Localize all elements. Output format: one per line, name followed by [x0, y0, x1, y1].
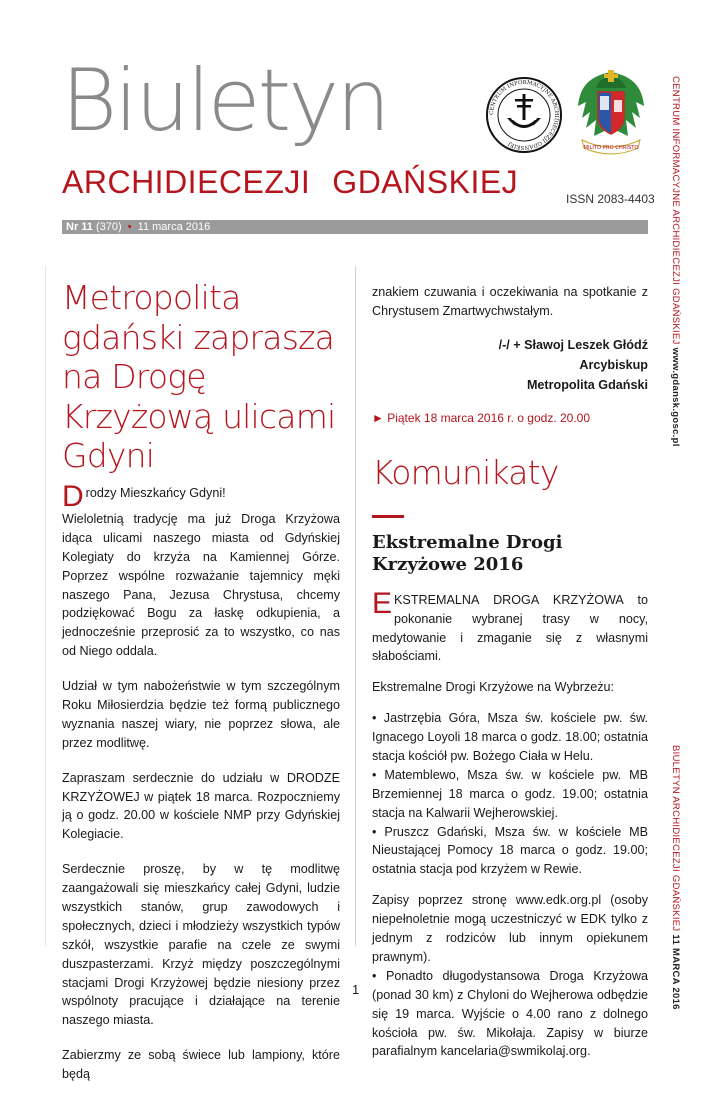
issue-date: 11 marca 2016 [137, 221, 211, 233]
komunikaty-body [372, 586, 648, 1061]
page-number: 1 [352, 982, 360, 997]
signature-name: /-/ + Sławoj Leszek Głódź [498, 337, 648, 352]
article-greeting [62, 480, 340, 513]
side-bottom-date: 11 MARCA 2016 [670, 934, 681, 1010]
issue-bar [62, 220, 648, 234]
article-body [62, 480, 340, 1100]
subsection-title: Ekstremalne Drogi Krzyżowe 2016 [372, 531, 563, 576]
side-top-label: CENTRUM INFORMACYJNE ARCHIDIECEZJI GDAŃSKIEJ [670, 76, 681, 345]
masthead-title: Biuletyn [61, 51, 388, 151]
issue-number: Nr 11 [66, 221, 93, 233]
komunikaty-dropcap: E [372, 586, 393, 620]
greeting-text: rodzy Mieszkańcy Gdyni! [85, 486, 226, 500]
article-paragraph: Zapraszam serdecznie do udziału w DRODZE KRZYŻOWEJ w piątek 18 marca. Rozpoczniemy ją o godz. 20.00 w kościele NMP przy Gdyńskiej Kolegiacie. [62, 770, 340, 842]
article-continuation: znakiem czuwania i oczekiwania na spotkanie z Chrystusem Zmartwychwstałym. [372, 285, 648, 318]
article-paragraph: Serdecznie proszę, by w tę modlitwę zaangażowali się mieszkańcy całej Gdyni, ludzie wszystkich stanów, grup zawodowych i społecznych, dzieci i młodzieży wszystkich typów szkół, wszystkie parafie na czele ze swymi duszpasterzami. Krzyż między poszczególnymi stacjami Drogi Krzyżowej będzie niesiony przez wspólnoty pracujące i działające na terenie naszego miasta. [62, 862, 340, 1028]
long-route-info: • Ponadto długodystansowa Droga Krzyżowa (ponad 30 km) z Chyloni do Wejherowa odbędzie się 19 marca. Wyjście o 4.00 rano z dolnego kościoła pw. św. Mikołaja. Zapisy w biurze parafialnym kancelaria@swmikolaj.org. [372, 968, 648, 1059]
red-rule [372, 515, 404, 518]
lead-text: KSTREMALNA DROGA KRZYŻOWA to pokonanie wybranej trasy w nocy, medytowanie i zmaganie się z własnymi słabościami. [372, 592, 648, 664]
side-bottom-label: BIULETYN ARCHIDIECEZJI GDAŃSKIEJ [670, 745, 681, 932]
list-item: • Jastrzębia Góra, Msza św. kościele pw. św. Ignacego Loyoli 18 marca o godz. 18.00; ostatnia stacja kościół pw. Bożego Ciała w Helu. [372, 711, 648, 764]
komunikaty-lead [372, 586, 648, 667]
logo-ci-text: CENTRUM INFORMACYJNE ARCHIDIECEZJI GDAŃSKIEJ [488, 79, 560, 151]
registration-info: Zapisy poprzez stronę www.edk.org.pl (osoby niepełnoletnie mogą uczestniczyć w EDK tylko z jednym z rodziców lub innym opiekunem prawnym). [372, 893, 648, 964]
event-date: ► Piątek 18 marca 2016 r. o godz. 20.00 [372, 411, 591, 426]
issue-total: (370) [95, 221, 122, 233]
side-label-bottom [670, 745, 681, 1010]
issue-bullet: • [127, 221, 132, 233]
masthead-subtitle-right: GDAŃSKIEJ [332, 164, 519, 200]
masthead-subtitle [62, 166, 540, 198]
article-paragraph: Udział w tym nabożeństwie w tym szczególnym Roku Miłosierdzia będzie też formą publicznego wyznania naszej wiary, nie poprzez słowa, ale przez modlitwę. [62, 679, 340, 750]
signature-title: Arcybiskup [579, 357, 648, 372]
article-paragraph: Wieloletnią tradycję ma już Droga Krzyżowa idąca ulicami naszego miasta od Gdyńskiej Kolegiaty do krzyża na Kamiennej Górze. Poprzez wspólne rozważanie tajemnicy męki naszego Pana, Jezusa Chrystusa, chcemy podziękować Bogu za łaskę odkupienia, a jednocześnie przeprosić za to wszystko, co nas od Niego oddala. [62, 512, 340, 659]
article-title: Metropolita gdański zaprasza na Drogę Krzyżową ulicami Gdyni [62, 278, 336, 476]
article-paragraph: Zabierzmy ze sobą świece lub lampiony, które będą [62, 1048, 340, 1082]
left-divider [45, 266, 46, 946]
centrum-informacyjne-logo [485, 76, 563, 154]
section-title: Komunikaty [372, 453, 559, 493]
list-item: • Matemblewo, Msza św. w kościele pw. MB Brzemiennej 18 marca o godz. 19.00; ostatnia stacja na Kalwarii Wejherowskiej. [372, 767, 648, 820]
article-dropcap: D [62, 480, 84, 513]
masthead-subtitle-left: ARCHIDIECEZJI [62, 164, 311, 200]
coat-of-arms-icon [572, 66, 650, 158]
issn: ISSN 2083-4403 [566, 192, 655, 206]
signature-role: Metropolita Gdański [526, 378, 648, 393]
komunikaty-intro: Ekstremalne Drogi Krzyżowe na Wybrzeżu: [372, 680, 615, 695]
side-top-url[interactable]: www.gdansk.gosc.pl [670, 347, 681, 447]
signature [372, 335, 648, 395]
right-column [372, 283, 648, 1061]
coa-motto: MILITO PRO CHRISTO [583, 145, 639, 151]
side-label-top [670, 76, 681, 447]
list-item: • Pruszcz Gdański, Msza św. w kościele MB Nieustającej Pomocy 18 marca o godz. 19.00; ostatnia stacja pod krzyżem w Rewie. [372, 824, 648, 877]
column-divider [355, 266, 356, 946]
